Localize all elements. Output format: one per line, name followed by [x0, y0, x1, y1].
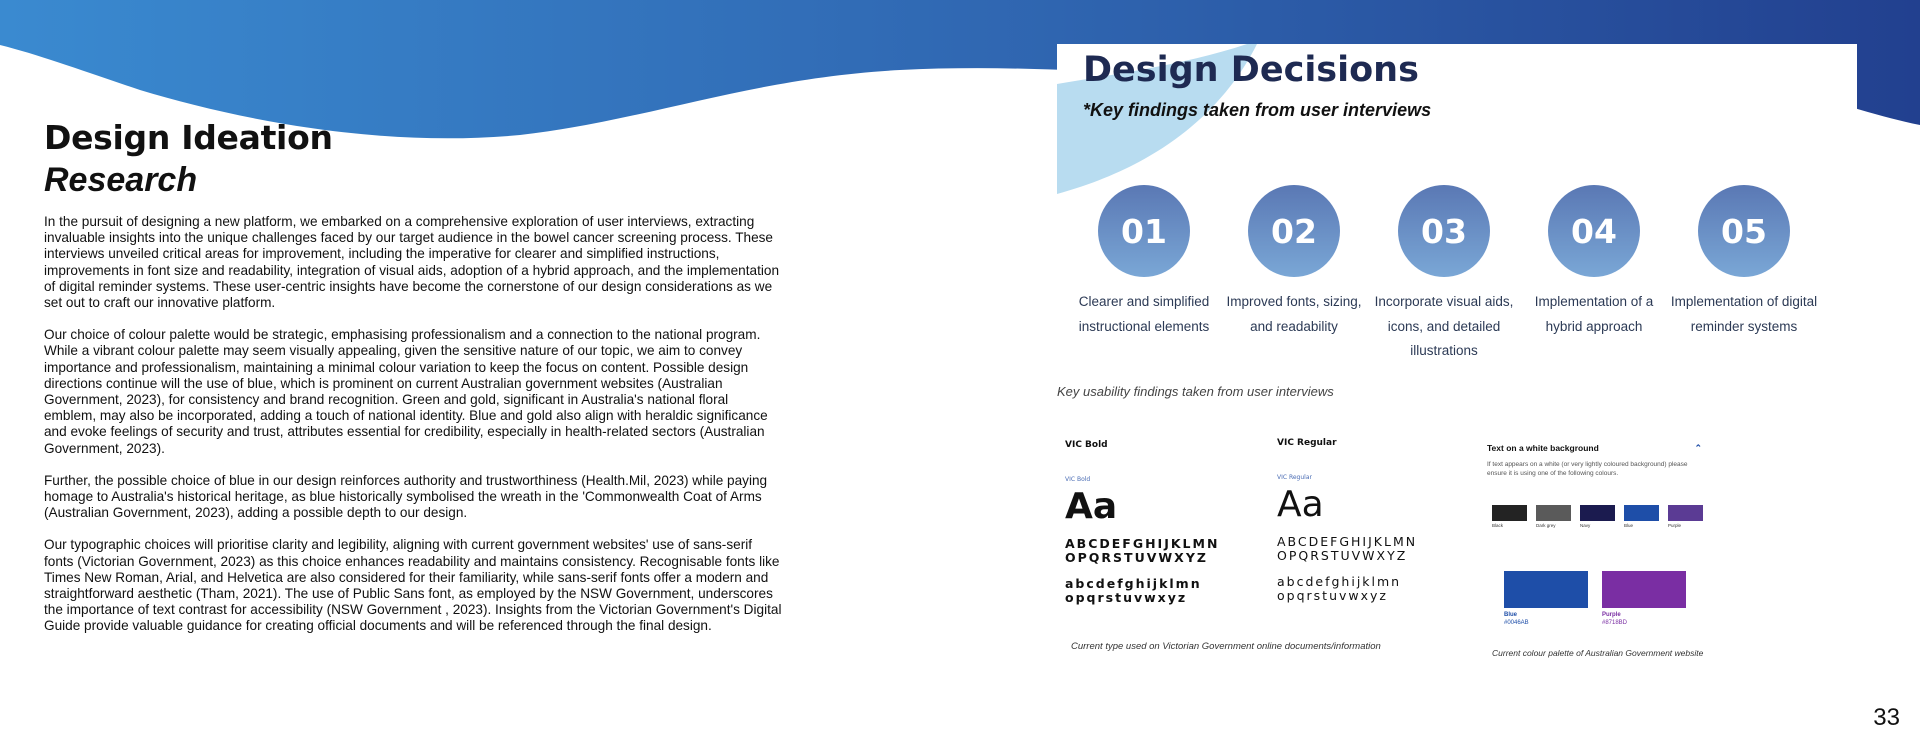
decision-label: Incorporate visual aids, icons, and detailed illustrations: [1374, 294, 1514, 358]
body-paragraph: In the pursuit of designing a new platform, we embarked on a comprehensive exploration of user interviews, extracting invaluable insights into the unique challenges faced by our target audience in the bowel cancer screening process. These interviews unveiled critical areas for improvement, including the imperative for clearer and simplified instructions, improvements in font size and readability, integration of visual aids, adoption of a hybrid approach, and the implementation of digital reminder systems. These user-centric insights have become the cornerstone of our design considerations as we set out to craft our innovative platform.: [44, 214, 779, 311]
specimen-small-label: VIC Regular: [1277, 474, 1312, 481]
palette-description: If text appears on a white (or very lightly coloured background) please ensure it is using one of the following colours.: [1487, 461, 1688, 477]
swatch-label: Black: [1492, 523, 1504, 528]
colour-swatch: [1536, 505, 1571, 521]
specimen-aa: Aa: [1065, 486, 1118, 527]
specimen-lowercase: abcdefghijklmn opqrstuvwxyz: [1277, 574, 1402, 603]
blue-swatch: [1504, 571, 1588, 608]
body-paragraph: Further, the possible choice of blue in our design reinforces authority and trustworthiness (Health.Mil, 2023) while paying homage to Australia's historical heritage, as blue historically symbolised the wreath in the 'Commonwealth Coat of Arms (Australian Government, 2023), adding a possible depth to our design.: [44, 472, 768, 521]
specimen-aa: Aa: [1277, 484, 1324, 525]
design-decisions-title: Design Decisions: [1083, 50, 1419, 90]
design-ideation-section: [44, 118, 784, 651]
swatch-label: Purple: [1668, 523, 1682, 528]
decision-label: Improved fonts, sizing, and readability: [1226, 294, 1362, 334]
section-subtitle: Research: [44, 161, 198, 199]
blue-swatch-name: Blue: [1504, 612, 1518, 618]
body-paragraph: Our typographic choices will prioritise clarity and legibility, aligning with current government websites' use of sans-serif fonts (Victorian Government, 2023) as this choice enhances readability and maintains consistency. Recognisable fonts like Times New Roman, Arial, and Helvetica are also considered for their familiarity, while sans-serif fonts offer a modern and straightforward aesthetic (Tham, 2021). The use of Public Sans font, as employed by the NSW Government, underscores the importance of text contrast for accessibility (NSW Government , 2023). Insights from the Victorian Government's Digital Guide provide valuable guidance for creating official documents and will be referenced through the final design.: [44, 537, 782, 634]
swatch-label: Navy: [1580, 523, 1591, 528]
usability-caption: Key usability findings taken from user interviews: [1057, 384, 1334, 399]
colour-palette-panel: [1487, 443, 1702, 626]
purple-swatch-hex: #8718BD: [1602, 620, 1628, 626]
decision-label: Implementation of digital reminder systems: [1670, 294, 1818, 334]
specimen-uppercase: ABCDEFGHIJKLMN OPQRSTUVWXYZ: [1065, 536, 1220, 565]
decision-number-circle: 03: [1398, 185, 1490, 277]
swatch-label: Dark grey: [1536, 523, 1556, 528]
chevron-up-icon[interactable]: ⌃: [1694, 443, 1702, 453]
decision-label: Implementation of a hybrid approach: [1534, 294, 1654, 334]
palette-heading: Text on a white background: [1487, 443, 1599, 453]
page-title: Design Ideation: [44, 118, 333, 157]
vic-regular-specimen: [1277, 438, 1477, 603]
purple-swatch: [1602, 571, 1686, 608]
colour-swatch: [1492, 505, 1527, 521]
specimen-heading: VIC Regular: [1277, 438, 1337, 448]
decision-label: Clearer and simplified instructional elements: [1078, 294, 1210, 334]
decision-number-circle: 04: [1548, 185, 1640, 277]
colour-swatch: [1624, 505, 1659, 521]
design-decisions-card: [1057, 44, 1857, 194]
vic-bold-specimen: [1065, 440, 1265, 605]
blue-swatch-hex: #0046AB: [1504, 620, 1529, 626]
decision-number-circle: 01: [1098, 185, 1190, 277]
specimen-uppercase: ABCDEFGHIJKLMN OPQRSTUVWXYZ: [1277, 534, 1418, 563]
decision-number-circle: 02: [1248, 185, 1340, 277]
typography-caption: Current type used on Victorian Government online documents/information: [1071, 641, 1381, 652]
purple-swatch-name: Purple: [1602, 612, 1621, 618]
swatch-label: Blue: [1624, 523, 1634, 528]
colour-swatch: [1668, 505, 1703, 521]
colour-swatch: [1580, 505, 1615, 521]
specimen-lowercase: abcdefghijklmn opqrstuvwxyz: [1065, 576, 1202, 605]
palette-caption: Current colour palette of Australian Government website: [1492, 648, 1704, 658]
specimen-small-label: VIC Bold: [1065, 476, 1091, 483]
page-number: 33: [1873, 704, 1900, 731]
specimen-heading: VIC Bold: [1065, 440, 1108, 450]
design-decisions-subtitle: *Key findings taken from user interviews: [1083, 100, 1432, 120]
body-paragraph: Our choice of colour palette would be strategic, emphasising professionalism and a connection to the national program. While a vibrant colour palette may seem visually appealing, given the sensitive nature of our topic, we aim to convey importance and professionalism, maintaining a minimal colour variation to keep the focus on content. Possible design directions continue will the use of blue, which is prominent on current Australian government websites (Australian Government, 2023), for consistency and brand recognition. Green and gold, significant in Australia's national floral emblem, may also be incorporated, adding a touch of national identity. Blue and gold also align with heraldic significance and evoke feelings of security and trust, attributes essential for credibility, especially in health-related sectors (Australian Government, 2023).: [44, 327, 768, 456]
decision-number-circle: 05: [1698, 185, 1790, 277]
